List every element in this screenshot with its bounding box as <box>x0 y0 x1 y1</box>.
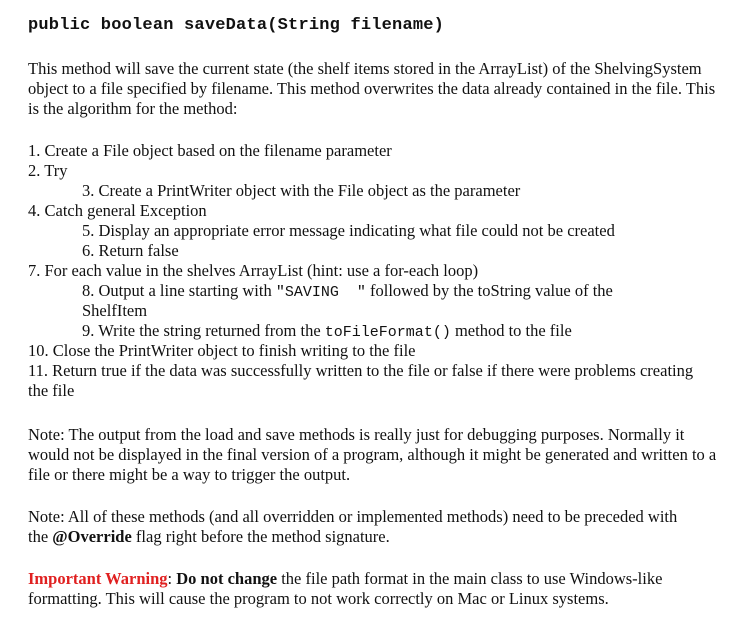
warning-emphasis: Do not change <box>176 569 278 588</box>
saving-code: "SAVING " <box>275 284 366 301</box>
step-5: 5. Display an appropriate error message indicating what file could not be created <box>82 221 615 240</box>
method-signature: public boolean saveData(String filename) <box>28 16 445 35</box>
step-4: 4. Catch general Exception <box>28 201 207 220</box>
note-override-text-end: flag right before the method signature. <box>131 527 390 546</box>
override-keyword: @Override <box>52 527 132 546</box>
step-8-text-start: 8. Output a line starting with <box>82 281 276 300</box>
step-3: 3. Create a PrintWriter object with the File object as the parameter <box>82 181 521 200</box>
note-debugging: Note: The output from the load and save methods is really just for debugging purposes. Normally it would not be displayed in the final version of a program, although it might be generated and written to a file or there might be a way to trigger the output. <box>28 425 717 484</box>
step-7: 7. For each value in the shelves ArrayList (hint: use a for-each loop) <box>28 261 479 280</box>
step-11: 11. Return true if the data was successfully written to the file or false if there were problems creating the file <box>28 361 694 400</box>
note-override-text-start: Note: All of these methods (and all overridden or implemented methods) need to be preceded with the <box>28 507 678 546</box>
step-6: 6. Return false <box>82 241 179 260</box>
step-1: 1. Create a File object based on the filename parameter <box>28 141 392 160</box>
step-9-text-end: method to the file <box>450 321 572 340</box>
note-override <box>28 507 700 547</box>
intro-paragraph: This method will save the current state (the shelf items stored in the ArrayList) of the ShelvingSystem object to a file specified by filename. This method overwrites the data already contained in the file. This is the algorithm for the method: <box>28 59 716 118</box>
tofileformat-code: toFileFormat() <box>324 324 451 341</box>
step-8-text-end: followed by the toString value of the <box>365 281 613 300</box>
warning-label: Important Warning <box>28 569 168 588</box>
step-9 <box>82 321 572 343</box>
step-8 <box>82 281 613 303</box>
step-10: 10. Close the PrintWriter object to finish writing to the file <box>28 341 416 360</box>
warning-colon: : <box>167 569 177 588</box>
step-8-continuation: ShelfItem <box>82 301 148 320</box>
step-9-text-start: 9. Write the string returned from the <box>82 321 325 340</box>
step-2: 2. Try <box>28 161 68 180</box>
warning-text: the file path format in the main class to use Windows-like formatting. This will cause the program to not work correctly on Mac or Linux systems. <box>28 569 663 608</box>
important-warning <box>28 569 718 609</box>
